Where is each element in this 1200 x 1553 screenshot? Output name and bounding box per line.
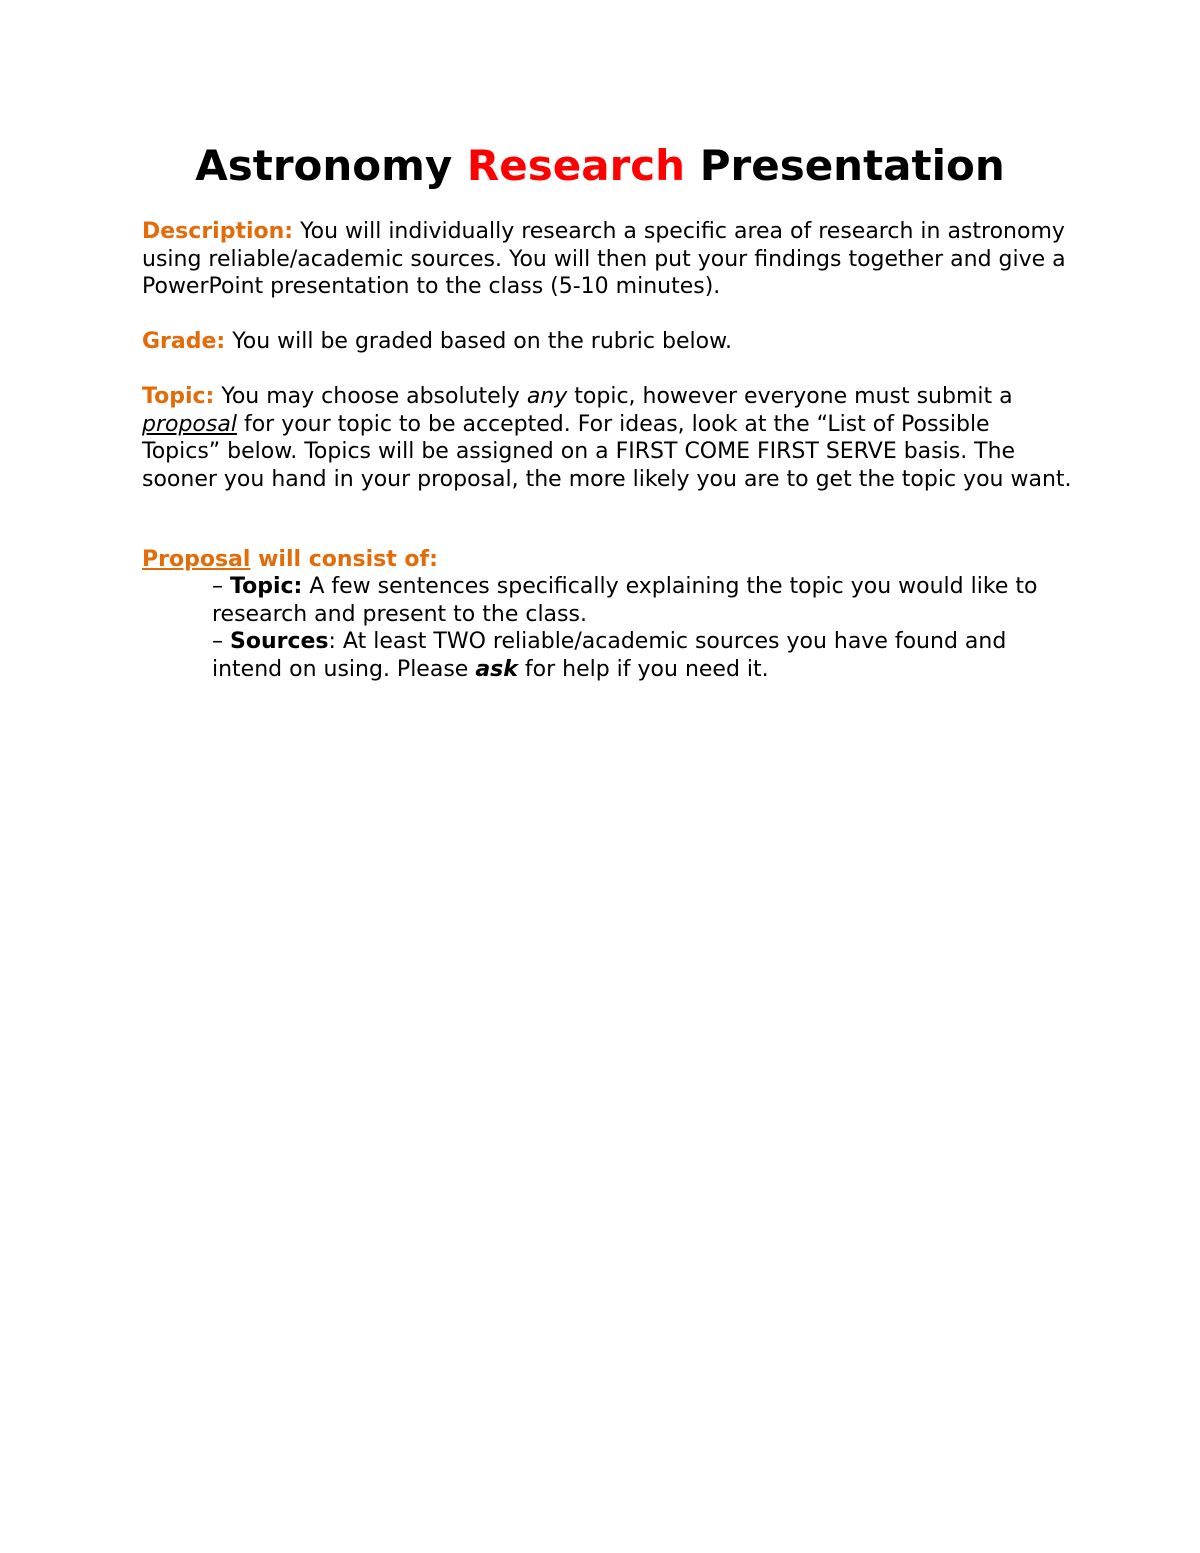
description-paragraph	[142, 218, 1072, 301]
proposal-item-sources	[212, 628, 1072, 683]
proposal-heading-rest: will consist of:	[250, 547, 438, 572]
topic-emphasis-proposal: proposal	[142, 411, 237, 437]
proposal-heading	[142, 546, 1072, 574]
grade-text: You will be graded based on the rubric below.	[225, 329, 733, 354]
proposal-item-topic-label: Topic:	[230, 574, 303, 599]
grade-paragraph	[142, 328, 1072, 356]
title-word-research: Research	[466, 141, 686, 190]
topic-emphasis-any: any	[526, 384, 568, 409]
description-text: You will individually research a specific area of research in astronomy using reliable/academic sources. You will then put your findings together and give a PowerPoint presentation to the class (5-10 minutes).	[142, 219, 1066, 299]
topic-text-c: for your topic to be accepted. For ideas, look at the “List of Possible Topics” below. Topics will be assigned on a FIRST COME FIRST SERVE basis. The sooner you hand in your proposal, the more likely you are to get the topic you want.	[142, 411, 1072, 492]
title-word-presentation: Presentation	[699, 141, 1005, 190]
proposal-item-sources-emphasis-ask: ask	[475, 656, 518, 682]
list-dash: –	[212, 629, 230, 654]
list-dash: –	[212, 574, 230, 599]
description-label: Description:	[142, 219, 294, 244]
topic-label: Topic:	[142, 384, 215, 409]
title-word-astronomy: Astronomy	[195, 141, 453, 190]
proposal-item-sources-label: Sources	[230, 629, 329, 654]
proposal-heading-label	[142, 547, 438, 572]
proposal-item-topic-text: A few sentences specifically explaining the topic you would like to research and present to the class.	[212, 574, 1038, 627]
proposal-item-sources-text-a: : At least TWO reliable/academic sources you have found and intend on using. Please	[212, 629, 1007, 682]
proposal-item-sources-text-b: for help if you need it.	[517, 656, 769, 682]
document-title	[0, 138, 1200, 194]
proposal-heading-underlined: Proposal	[142, 547, 251, 572]
proposal-item-topic	[212, 573, 1072, 628]
topic-text-b: topic, however everyone must submit a	[567, 384, 1013, 409]
grade-label: Grade:	[142, 329, 226, 354]
proposal-items-list	[212, 573, 1072, 683]
topic-paragraph	[142, 383, 1072, 493]
topic-text-a: You may choose absolutely	[214, 384, 527, 409]
